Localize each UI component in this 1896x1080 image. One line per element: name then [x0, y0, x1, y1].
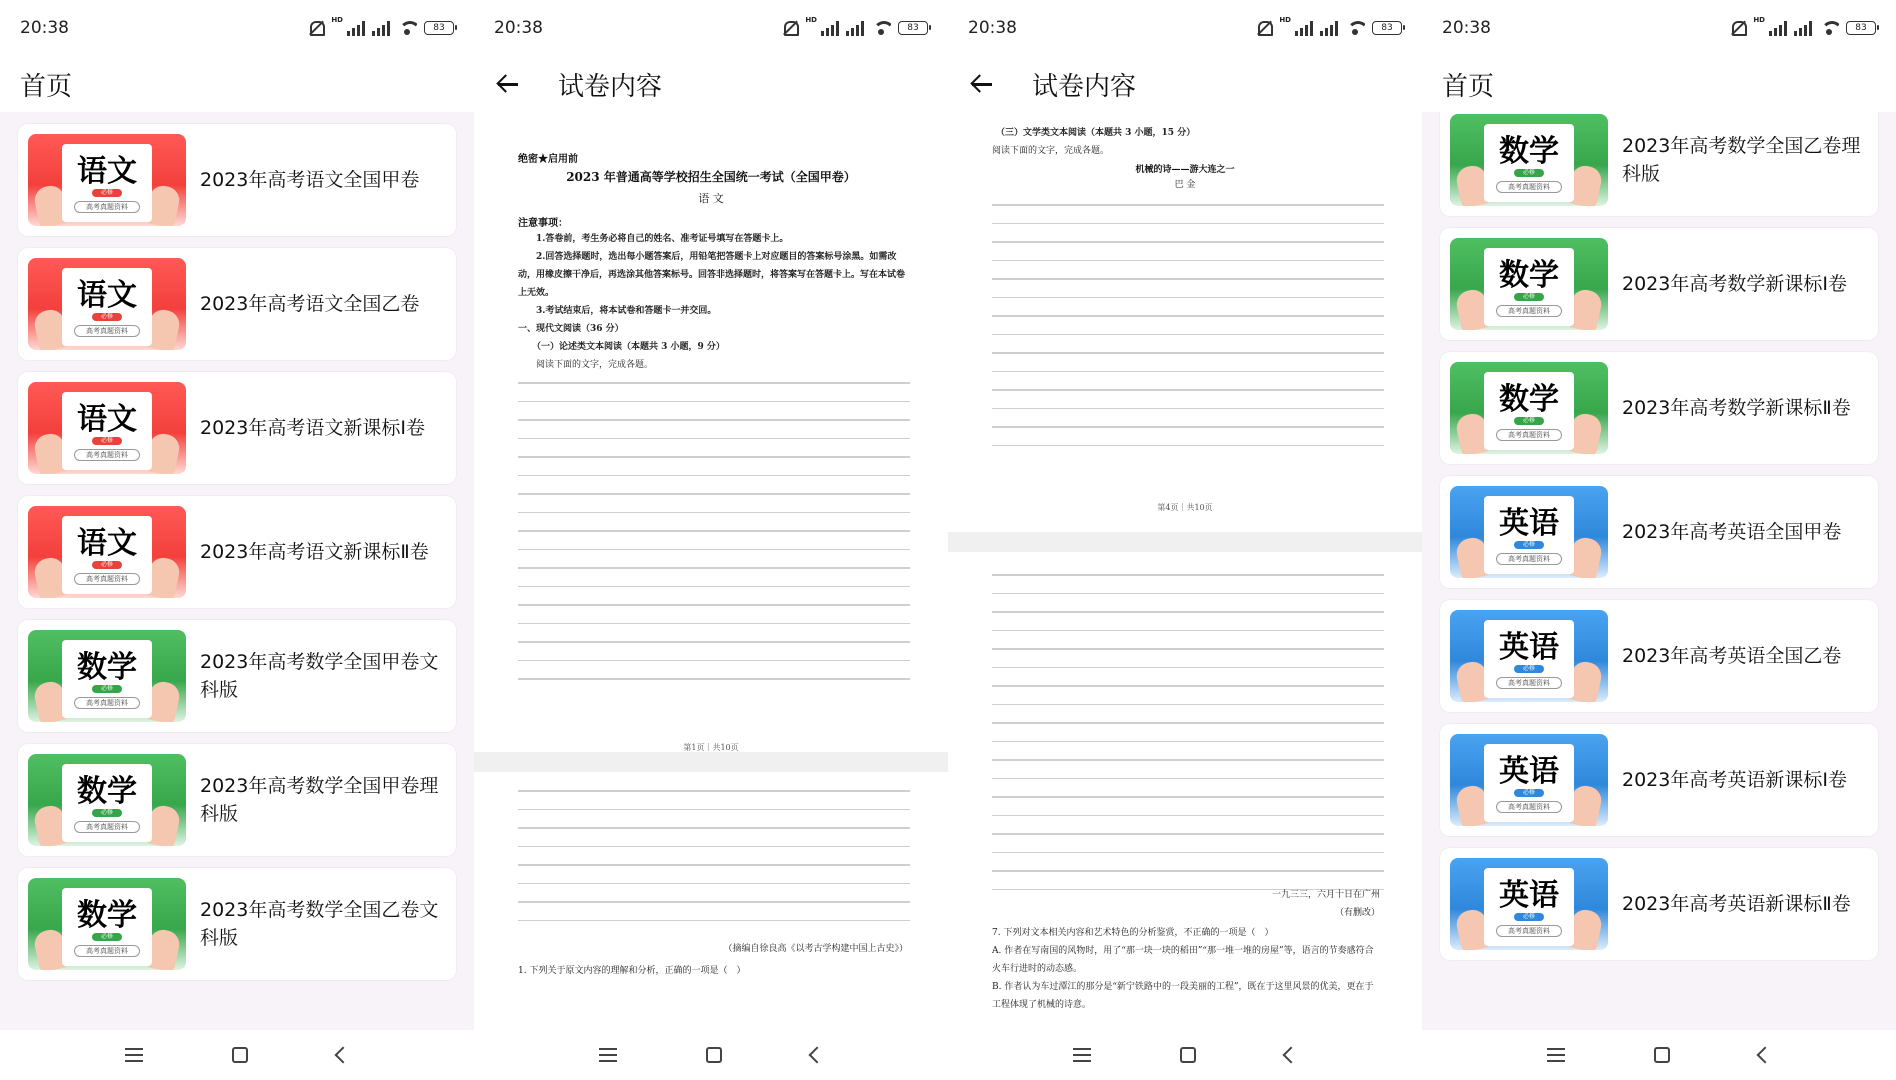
- paragraph-text: [518, 382, 910, 697]
- screen-paper-content-1: [474, 0, 948, 1080]
- item-title: 2023年高考数学全国甲卷理科版: [200, 775, 439, 825]
- item-title: 2023年高考英语全国甲卷: [1622, 521, 1842, 543]
- list-item[interactable]: [1440, 476, 1878, 588]
- subject-cover: 数学 必修 高考真题资料: [28, 754, 186, 846]
- subject-cover: 英语 必修 高考真题资料: [1450, 734, 1608, 826]
- list-item[interactable]: [1440, 600, 1878, 712]
- item-title: 2023年高考英语新课标Ⅱ卷: [1622, 893, 1851, 915]
- menu-icon[interactable]: [1547, 1048, 1565, 1062]
- paper-list[interactable]: [1422, 112, 1896, 1030]
- item-title: 2023年高考语文全国甲卷: [200, 169, 420, 191]
- home-square-icon[interactable]: [1180, 1047, 1196, 1063]
- nav-bar: [948, 1030, 1422, 1080]
- wifi-icon: [871, 20, 891, 36]
- document-viewer[interactable]: [474, 112, 948, 1030]
- paragraph-text: [992, 204, 1384, 463]
- document-page-4: （三）文学类文本阅读（本题共 3 小题，15 分） 阅读下面的文字，完成各题。 机械的诗——游大连之一 巴 金 第4页｜共10页: [948, 112, 1422, 532]
- subject-cover: 英语 必修 高考真题资料: [1450, 610, 1608, 702]
- battery-icon: 83: [1372, 21, 1402, 35]
- nav-bar: [1422, 1030, 1896, 1080]
- screen-paper-content-2: [948, 0, 1422, 1080]
- list-item[interactable]: [18, 620, 456, 732]
- status-icons: HD 83: [782, 19, 928, 37]
- status-time: 20:38: [494, 18, 543, 38]
- item-title: 2023年高考英语全国乙卷: [1622, 645, 1842, 667]
- list-item[interactable]: [1440, 848, 1878, 960]
- subject-cover: 数学 必修 高考真题资料: [28, 878, 186, 970]
- bell-muted-icon: [1730, 19, 1746, 37]
- home-square-icon[interactable]: [706, 1047, 722, 1063]
- signal-icon-2: [1320, 20, 1338, 36]
- item-title: 2023年高考语文全国乙卷: [200, 293, 420, 315]
- list-item[interactable]: [18, 124, 456, 236]
- wifi-icon: [1819, 20, 1839, 36]
- nav-bar: [0, 1030, 474, 1080]
- list-item[interactable]: [1440, 228, 1878, 340]
- signal-icon: [1295, 20, 1313, 36]
- chevron-left-icon[interactable]: [1283, 1047, 1300, 1064]
- subject-cover: 数学 必修 高考真题资料: [1450, 362, 1608, 454]
- paragraph-text: [992, 574, 1384, 907]
- chevron-left-icon[interactable]: [1757, 1047, 1774, 1064]
- subject-cover: 英语 必修 高考真题资料: [1450, 858, 1608, 950]
- chevron-left-icon[interactable]: [809, 1047, 826, 1064]
- signal-icon-2: [1794, 20, 1812, 36]
- subject-cover: 语文 必修 高考真题资料: [28, 506, 186, 598]
- document-viewer[interactable]: [948, 112, 1422, 1030]
- item-title: 2023年高考语文新课标Ⅰ卷: [200, 417, 425, 439]
- list-item[interactable]: [18, 248, 456, 360]
- arrow-left-icon[interactable]: [968, 69, 998, 99]
- home-square-icon[interactable]: [1654, 1047, 1670, 1063]
- arrow-left-icon[interactable]: [494, 69, 524, 99]
- list-item[interactable]: [18, 496, 456, 608]
- subject-cover: 语文 必修 高考真题资料: [28, 382, 186, 474]
- item-title: 2023年高考数学新课标Ⅱ卷: [1622, 397, 1851, 419]
- subject-cover: 数学 必修 高考真题资料: [28, 630, 186, 722]
- app-bar: [948, 56, 1422, 112]
- chevron-left-icon[interactable]: [335, 1047, 352, 1064]
- status-time: 20:38: [20, 18, 69, 38]
- bell-muted-icon: [308, 19, 324, 37]
- subject-cover: 英语 必修 高考真题资料: [1450, 486, 1608, 578]
- subject-cover: 语文 必修 高考真题资料: [28, 258, 186, 350]
- menu-icon[interactable]: [599, 1048, 617, 1062]
- bell-muted-icon: [782, 19, 798, 37]
- screen-home-2: [1422, 0, 1896, 1080]
- app-bar: [0, 56, 474, 112]
- status-time: 20:38: [968, 18, 1017, 38]
- menu-icon[interactable]: [125, 1048, 143, 1062]
- signal-icon: [347, 20, 365, 36]
- status-bar: [474, 0, 948, 56]
- status-time: 20:38: [1442, 18, 1491, 38]
- page-title: 试卷内容: [558, 71, 663, 102]
- status-icons: HD 83: [308, 19, 454, 37]
- app-bar: [1422, 56, 1896, 112]
- list-item[interactable]: [18, 744, 456, 856]
- subject-cover: 数学 必修 高考真题资料: [1450, 238, 1608, 330]
- list-item[interactable]: [1440, 352, 1878, 464]
- item-title: 2023年高考语文新课标Ⅱ卷: [200, 541, 429, 563]
- document-page-5: 一九三三，六月十日在广州 （有删改） 7. 下列对文本相关内容和艺术特色的分析鉴赏，不正确的一项是（ ） A. 作者在写南国的风物时，用了“那一块一块的稻田”“那一堆一堆的房屋”等，语言的节奏感符合火车行进时的动态感。 B. 作者认为车过潭江的那分是“新宁铁路中的一段美丽的工程”，既在于这里风景的优美，更在于工程体现了机械的诗意。: [948, 552, 1422, 1030]
- item-title: 2023年高考数学新课标Ⅰ卷: [1622, 273, 1847, 295]
- list-item[interactable]: [18, 372, 456, 484]
- page-title: 首页: [1442, 71, 1495, 102]
- battery-icon: 83: [1846, 21, 1876, 35]
- list-item[interactable]: [1440, 724, 1878, 836]
- page-title: 试卷内容: [1032, 71, 1137, 102]
- menu-icon[interactable]: [1073, 1048, 1091, 1062]
- item-title: 2023年高考英语新课标Ⅰ卷: [1622, 769, 1847, 791]
- item-title: 2023年高考数学全国乙卷理科版: [1622, 135, 1861, 185]
- list-item[interactable]: [18, 868, 456, 980]
- paragraph-text: [518, 790, 910, 938]
- subject-cover: 数学 必修 高考真题资料: [1450, 114, 1608, 206]
- signal-icon: [821, 20, 839, 36]
- nav-bar: [474, 1030, 948, 1080]
- wifi-icon: [1345, 20, 1365, 36]
- status-bar: [0, 0, 474, 56]
- status-icons: HD 83: [1256, 19, 1402, 37]
- bell-muted-icon: [1256, 19, 1272, 37]
- document-page-2: （摘编自徐良高《以考古学构建中国上古史》） 1. 下列关于原文内容的理解和分析，正确的一项是（ ）: [474, 772, 948, 1030]
- signal-icon-2: [846, 20, 864, 36]
- battery-icon: 83: [424, 21, 454, 35]
- home-square-icon[interactable]: [232, 1047, 248, 1063]
- signal-icon: [1769, 20, 1787, 36]
- document-page-1: 绝密★启用前 2023 年普通高等学校招生全国统一考试（全国甲卷） 语 文 注意事项： 1.答卷前，考生务必将自己的姓名、准考证号填写在答题卡上。 2.回答选择题时，选出每小题答案后，用铅笔把答题卡上对应题目的答案标号涂黑。如需改动，用橡皮擦干净后，再选涂其他答案标号。回答非选择题时，将答案写在答题卡上。写在本试卷上无效。 3.考试结束后，将本试卷和答题卡一并交回。 一、现代文阅读（36 分） （一）论述类文本阅读（本题共 3 小题，9 分） 阅读下面的文字，完成各题。 第1页｜共10页: [474, 112, 948, 752]
- signal-icon-2: [372, 20, 390, 36]
- subject-cover: 语文 必修 高考真题资料: [28, 134, 186, 226]
- status-bar: [1422, 0, 1896, 56]
- app-bar: [474, 56, 948, 112]
- status-bar: [948, 0, 1422, 56]
- page-title: 首页: [20, 71, 73, 102]
- item-title: 2023年高考数学全国乙卷文科版: [200, 899, 439, 949]
- screen-home-1: [0, 0, 474, 1080]
- wifi-icon: [397, 20, 417, 36]
- paper-list[interactable]: [0, 112, 474, 1030]
- status-icons: HD 83: [1730, 19, 1876, 37]
- item-title: 2023年高考数学全国甲卷文科版: [200, 651, 439, 701]
- list-item[interactable]: [1440, 112, 1878, 216]
- battery-icon: 83: [898, 21, 928, 35]
